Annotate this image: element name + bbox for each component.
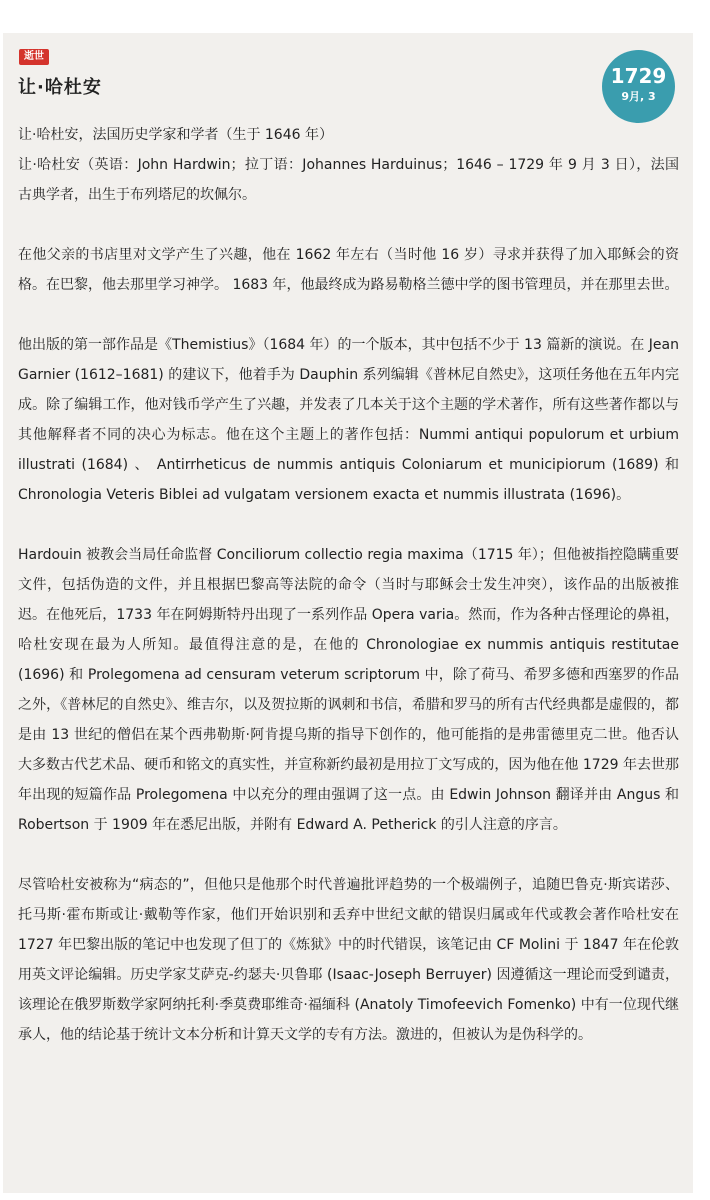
date-year: 1729 bbox=[610, 64, 667, 88]
date-day: 9月, 3 bbox=[621, 90, 656, 103]
paragraph-legacy: 尽管哈杜安被称为“病态的”，但他只是他那个时代普遍批评趋势的一个极端例子，追随巴鲁克·斯宾诺莎、托马斯·霍布斯或让·戴勒等作家，他们开始识别和丢弃中世纪文献的错误归属或年代或教会著作哈杜安在 1727 年巴黎出版的笔记中也发现了但丁的《炼狱》中的时代错误，该笔记由 CF Molini 于 1847 年在伦敦用英文评论编辑。历史学家艾萨克-约瑟夫·贝鲁耶 (Isaac-Joseph Berruyer) 因遵循这一理论而受到谴责，该理论在俄罗斯数学家阿纳托利·季莫费耶维奇·福缅科 (Anatoly Timofeevich Fomenko) 中有一位现代继承人，他的结论基于统计文本分析和计算天文学的专有方法。激进的，但被认为是伪科学的。 bbox=[18, 877, 679, 1043]
page-title: 让·哈杜安 bbox=[18, 77, 102, 98]
summary-line: 让·哈杜安，法国历史学家和学者（生于 1646 年） bbox=[18, 127, 333, 143]
article-card bbox=[3, 33, 693, 1193]
paragraph-works: 他出版的第一部作品是《Themistius》（1684 年）的一个版本，其中包括不少于 13 篇新的演说。在 Jean Garnier (1612–1681) 的建议下，他着手为 Dauphin 系列编辑《普林尼自然史》，这项任务他在五年内完成。除了编辑工作，他对钱币学产生了兴趣，并发表了几本关于这个主题的学术著作，所有这些著作都以与其他解释者不同的决心为标志。他在这个主题上的著作包括：Nummi antiqui populorum et urbium illustrati (1684) 、 Antirrheticus de nummis antiquis Coloniarum et municipiorum (1689) 和 Chronologia Veteris Biblei ad vulgatam versionem exacta et nummis illustrata (1696)。 bbox=[18, 337, 679, 503]
article-body bbox=[18, 120, 679, 1050]
paragraph-early-life: 在他父亲的书店里对文学产生了兴趣，他在 1662 年左右（当时他 16 岁）寻求并获得了加入耶稣会的资格。在巴黎，他去那里学习神学。 1683 年，他最终成为路易勒格兰德中学的图书管理员，并在那里去世。 bbox=[18, 247, 679, 293]
death-badge: 逝世 bbox=[19, 49, 49, 65]
paragraph-theories: Hardouin 被教会当局任命监督 Conciliorum collectio regia maxima（1715 年）；但他被指控隐瞒重要文件，包括伪造的文件，并且根据巴黎高等法院的命令（当时与耶稣会士发生冲突），该作品的出版被推迟。在他死后，1733 年在阿姆斯特丹出现了一系列作品 Opera varia。然而，作为各种古怪理论的鼻祖，哈杜安现在最为人所知。最值得注意的是，在他的 Chronologiae ex nummis antiquis restitutae (1696) 和 Prolegomena ad censuram veterum scriptorum 中，除了荷马、希罗多德和西塞罗的作品之外，《普林尼的自然史》、维吉尔，以及贺拉斯的讽刺和书信，希腊和罗马的所有古代经典都是虚假的，都是由 13 世纪的僧侣在某个西弗勒斯·阿肯提乌斯的指导下创作的，他可能指的是弗雷德里克二世。他否认大多数古代艺术品、硬币和铭文的真实性，并宣称新约最初是用拉丁文写成的，因为他在他 1729 年去世那年出现的短篇作品 Prolegomena 中以充分的理由强调了这一点。由 Edwin Johnson 翻译并由 Angus 和 Robertson 于 1909 年在悉尼出版，并附有 Edward A. Petherick 的引人注意的序言。 bbox=[18, 547, 679, 833]
intro-paragraph: 让·哈杜安（英语：John Hardwin；拉丁语：Johannes Harduinus；1646 – 1729 年 9 月 3 日），法国古典学者，出生于布列塔尼的坎佩尔。 bbox=[18, 157, 679, 203]
date-circle bbox=[602, 50, 675, 123]
